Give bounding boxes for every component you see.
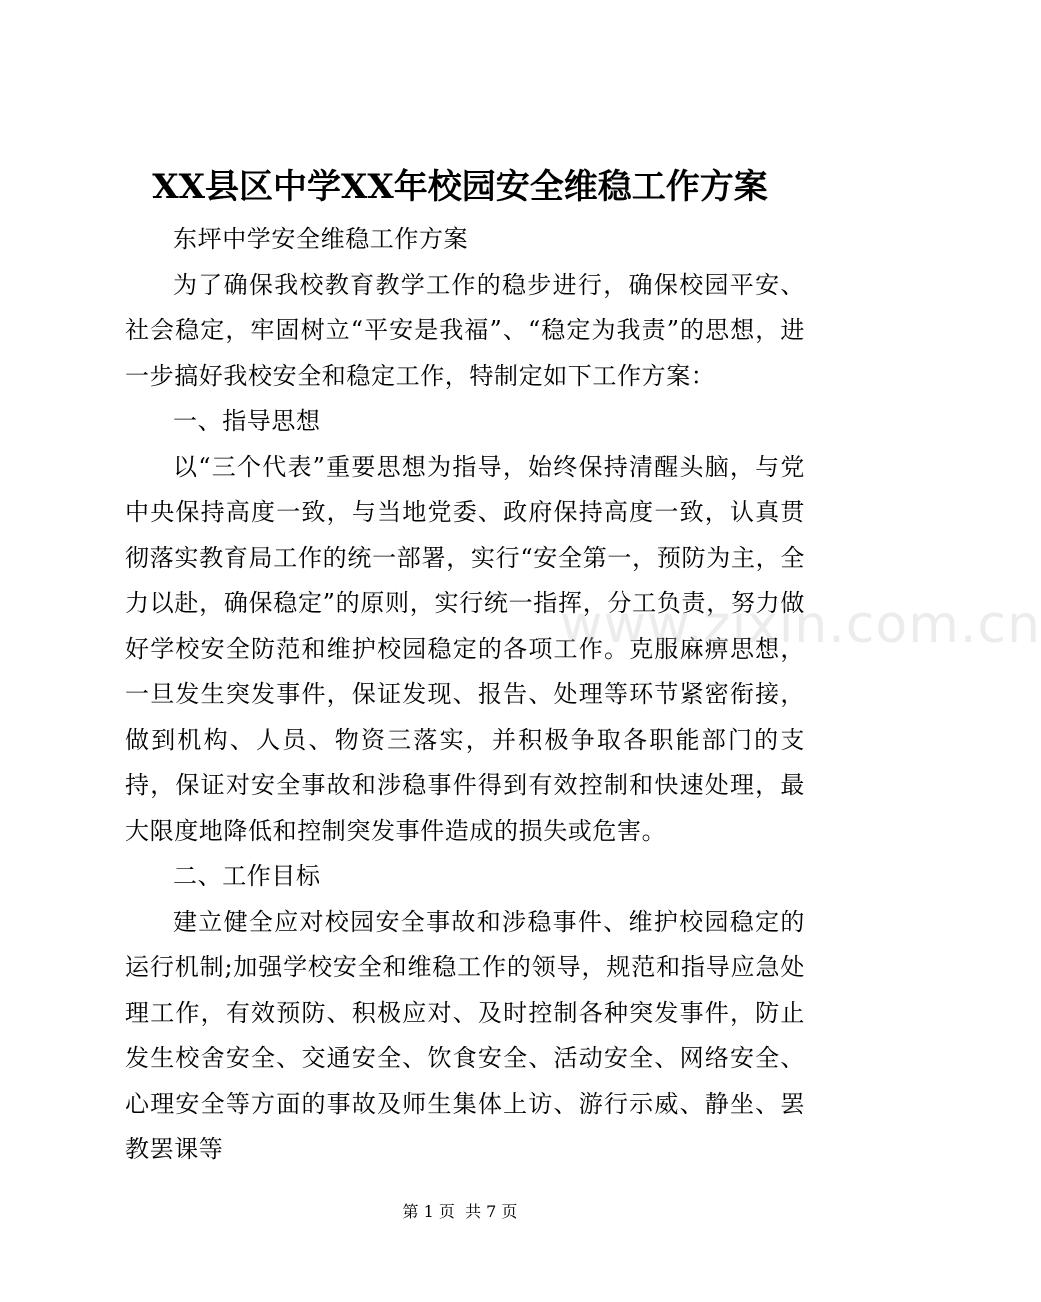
document-title: XX县区中学XX年校园安全维稳工作方案: [152, 167, 768, 207]
page-footer: [0, 1200, 920, 1224]
paragraph-subtitle: 东坪中学安全维稳工作方案: [173, 225, 469, 253]
section-heading-guiding-ideology: 一、指导思想: [173, 407, 321, 435]
paragraph-intro: 为了确保我校教育教学工作的稳步进行，确保校园平安、社会稳定，牢固树立“平安是我福”、“稳定为我责”的思想，进一步搞好我校安全和稳定工作，特制定如下工作方案：: [125, 270, 805, 390]
page-number-label: 第 1 页 共 7 页: [402, 1202, 518, 1221]
paragraph-work-goals: 建立健全应对校园安全事故和涉稳事件、维护校园稳定的运行机制;加强学校安全和维稳工作的领导，规范和指导应急处理工作，有效预防、积极应对、及时控制各种突发事件，防止发生校舍安全、交通安全、饮食安全、活动安全、网络安全、心理安全等方面的事故及师生集体上访、游行示威、静坐、罢教罢课等: [125, 907, 805, 1163]
watermark: www.zixin.com.cn: [560, 595, 1041, 655]
document-body: [125, 217, 805, 1173]
paragraph-guiding-ideology: 以“三个代表”重要思想为指导，始终保持清醒头脑，与党中央保持高度一致，与当地党委、政府保持高度一致，认真贯彻落实教育局工作的统一部署，实行“安全第一，预防为主，全力以赴，确保稳定”的原则，实行统一指挥，分工负责，努力做好学校安全防范和维护校园稳定的各项工作。克服麻痹思想，一旦发生突发事件，保证发现、报告、处理等环节紧密衔接，做到机构、人员、物资三落实，并积极争取各职能部门的支持，保证对安全事故和涉稳事件得到有效控制和快速处理，最大限度地降低和控制突发事件造成的损失或危害。: [125, 452, 805, 845]
section-heading-work-goals: 二、工作目标: [173, 862, 321, 890]
